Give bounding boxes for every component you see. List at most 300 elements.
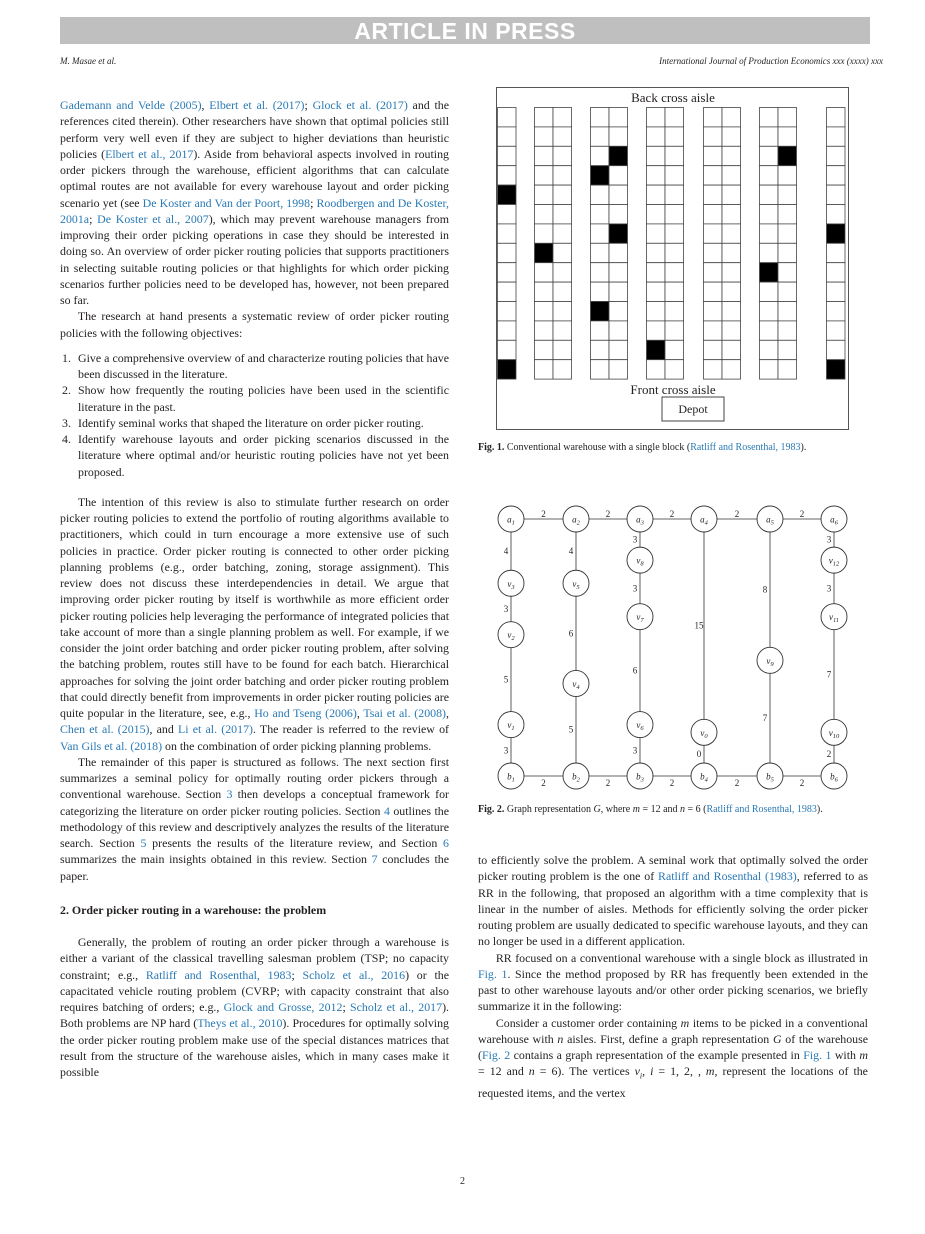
math-symbol: G	[772, 1031, 782, 1046]
storage-location	[760, 205, 779, 224]
storage-location	[609, 263, 628, 282]
storage-location	[665, 166, 684, 185]
citation-link[interactable]: De Koster and Van der Poort, 1998	[142, 195, 311, 210]
item-vertex-label: $v_{10}$	[828, 727, 840, 740]
storage-location	[722, 224, 741, 243]
storage-location	[722, 340, 741, 359]
item-vertex-label: $v_{12}$	[828, 555, 840, 568]
text-run: ). Procedures for optimally solving the order picker routing problem make use of the special distances matrices that result from the structure of the warehouse aisles, which in many cases make it possible	[60, 1016, 449, 1079]
objective-number: 2.	[62, 383, 71, 398]
storage-location	[760, 282, 779, 301]
storage-location	[591, 185, 610, 204]
storage-location	[553, 302, 572, 321]
storage-location	[778, 108, 797, 127]
edge-weight: 7	[762, 713, 768, 724]
citation-link[interactable]: Glock and Grosse, 2012	[223, 1000, 343, 1014]
storage-location	[647, 166, 666, 185]
storage-location	[827, 108, 846, 127]
paragraph-3	[60, 494, 449, 754]
figure-2-graph	[478, 500, 868, 794]
citation-link[interactable]: Glock et al. (2017)	[312, 98, 408, 112]
citation-link[interactable]: Roodbergen and De Koster, 2001a	[60, 195, 449, 226]
storage-location	[760, 166, 779, 185]
citation-link[interactable]: Ratliff and Rosenthal, 1983	[706, 804, 817, 815]
objective-text: Identify warehouse layouts and order picking scenarios discussed in the literature where optimal and/or heuristic routing policies have not yet been proposed.	[78, 432, 449, 479]
storage-location	[827, 360, 846, 379]
text-run: then develops a conceptual framework for categorizing the literature on order picker routing policies. Section	[60, 787, 449, 818]
storage-location	[827, 166, 846, 185]
text-run: ;	[291, 967, 303, 982]
item-vertex-label: $v_{11}$	[828, 612, 840, 625]
storage-location	[591, 146, 610, 165]
math-symbol: m	[680, 1015, 690, 1030]
storage-location	[827, 224, 846, 243]
citation-link[interactable]: Van Gils et al. (2018)	[60, 738, 163, 753]
storage-location	[778, 360, 797, 379]
storage-location	[498, 360, 517, 379]
item-vertex-label: $v_1$	[507, 720, 515, 733]
storage-location	[553, 360, 572, 379]
text-run: ). Both problems are NP hard (	[60, 1000, 450, 1031]
figure-1-warehouse	[496, 87, 849, 430]
storage-location	[535, 166, 554, 185]
storage-location	[665, 282, 684, 301]
storage-location	[535, 340, 554, 359]
objective-number: 1.	[62, 350, 71, 365]
paragraph-2: The research at hand presents a systematic review of order picker routing policies with the following objectives:	[60, 309, 449, 340]
storage-location	[535, 224, 554, 243]
storage-location	[722, 166, 741, 185]
storage-location	[591, 108, 610, 127]
objective-item	[60, 415, 449, 431]
storage-location	[647, 185, 666, 204]
citation-link[interactable]: Theys et al., 2010	[197, 1016, 283, 1031]
storage-location	[591, 263, 610, 282]
citation-link[interactable]: Ho and Tseng (2006)	[254, 706, 357, 720]
objective-text: Identify seminal works that shaped the literature on order picker routing.	[78, 415, 424, 430]
storage-location	[609, 360, 628, 379]
item-vertex-label: $v_5$	[572, 578, 580, 591]
citation-link[interactable]: De Koster et al., 2007	[97, 211, 209, 226]
item-vertex-label: $v_3$	[507, 578, 515, 591]
storage-location	[722, 360, 741, 379]
storage-location	[553, 282, 572, 301]
storage-location	[647, 146, 666, 165]
item-vertex-label: $v_0$	[700, 727, 708, 740]
text-run: ;	[304, 98, 313, 112]
text-run: = 12 and	[639, 804, 681, 815]
storage-location	[778, 166, 797, 185]
edge-weight: 2	[826, 749, 832, 760]
math-symbol: m	[632, 804, 640, 815]
storage-location	[778, 146, 797, 165]
front-aisle-vertex-label: $b_5$	[766, 771, 774, 784]
storage-location	[609, 205, 628, 224]
objective-item	[60, 382, 449, 415]
storage-location	[553, 340, 572, 359]
edge-weight: 3	[632, 583, 638, 594]
back-aisle-vertex-label: $a_3$	[636, 514, 644, 527]
storage-location	[827, 205, 846, 224]
storage-location	[609, 127, 628, 146]
paragraph-8	[478, 1015, 868, 1102]
storage-location	[535, 127, 554, 146]
math-symbol: m	[859, 1048, 868, 1062]
storage-location	[535, 205, 554, 224]
text-run: items to be picked in a conventional warehouse with	[478, 1015, 868, 1046]
storage-location	[665, 108, 684, 127]
text-run: outlines the methodology of this review and descriptively analyzes the results of the literature search. Section	[60, 803, 449, 850]
text-run: ;	[342, 1000, 351, 1014]
text-run: ), which may prevent warehouse managers from improving their order picking operations in case they should be interested in doing so. An overview of order picker routing policies that supports practitioners in selecting suitable routing policies or that highlights for which order picking scenarios further policies need to be developed has, however, not been prepared so far.	[60, 211, 449, 307]
storage-location	[498, 340, 517, 359]
storage-location	[827, 263, 846, 282]
storage-location	[553, 224, 572, 243]
citation-link[interactable]: 6	[443, 836, 449, 850]
storage-location	[498, 146, 517, 165]
article-in-press-banner: ARTICLE IN PRESS	[60, 17, 870, 44]
math-symbol: n	[680, 804, 686, 815]
storage-location	[535, 146, 554, 165]
storage-location	[498, 205, 517, 224]
citation-link[interactable]: Ratliff and Rosenthal, 1983	[145, 967, 292, 982]
storage-location	[553, 166, 572, 185]
edge-weight: 7	[826, 669, 832, 680]
storage-location	[704, 282, 723, 301]
figure-2-caption-label: Fig. 2.	[478, 804, 505, 815]
storage-location	[760, 360, 779, 379]
text-run: with	[831, 1048, 860, 1062]
objective-number: 4.	[62, 432, 71, 446]
section-heading: 2. Order picker routing in a warehouse: the problem	[60, 902, 327, 917]
storage-location	[591, 166, 610, 185]
storage-location	[704, 224, 723, 243]
figure-2-caption	[478, 803, 868, 818]
figure-2-caption-text	[507, 804, 823, 815]
storage-location	[827, 302, 846, 321]
text-run: ,	[642, 1064, 651, 1079]
storage-location	[704, 205, 723, 224]
storage-location	[760, 127, 779, 146]
edge-weight: 8	[762, 584, 768, 595]
storage-location	[591, 127, 610, 146]
storage-location	[535, 302, 554, 321]
storage-location	[722, 321, 741, 340]
text-run: = 1, 2, ,	[653, 1064, 706, 1079]
storage-location	[778, 185, 797, 204]
storage-location	[498, 302, 517, 321]
citation-link[interactable]: Fig. 1	[803, 1048, 832, 1062]
paragraph-1	[60, 97, 449, 308]
storage-location	[827, 321, 846, 340]
figure-1-caption-text: Conventional warehouse with a single block (	[506, 442, 691, 453]
citation-link[interactable]: Fig. 1	[478, 966, 508, 981]
storage-location	[591, 243, 610, 262]
storage-location	[827, 185, 846, 204]
paragraph-5	[60, 934, 449, 1080]
back-aisle-vertex-label: $a_5$	[766, 514, 774, 527]
storage-location	[704, 340, 723, 359]
edge-weight: 2	[799, 509, 805, 519]
citation-link[interactable]: Tsai et al. (2008)	[363, 706, 447, 720]
citation-link[interactable]: Gademann and Velde (2005)	[60, 98, 202, 112]
text-run: ,	[201, 98, 210, 112]
storage-location	[498, 321, 517, 340]
storage-location	[553, 108, 572, 127]
storage-location	[665, 302, 684, 321]
storage-location	[778, 224, 797, 243]
storage-location	[553, 321, 572, 340]
citation-link[interactable]: Scholz et al., 2016	[302, 967, 406, 982]
storage-location	[591, 282, 610, 301]
storage-location	[704, 185, 723, 204]
text-run: = 6). The vertices	[534, 1064, 635, 1079]
storage-location	[647, 340, 666, 359]
storage-location	[704, 166, 723, 185]
math-symbol: n	[528, 1064, 535, 1079]
storage-location	[553, 243, 572, 262]
storage-location	[778, 282, 797, 301]
storage-location	[498, 282, 517, 301]
storage-location	[553, 185, 572, 204]
back-aisle-vertex-label: $a_6$	[830, 514, 838, 527]
storage-location	[760, 146, 779, 165]
text-run: concludes the paper.	[60, 852, 449, 883]
storage-location	[591, 321, 610, 340]
text-run: , and	[149, 722, 179, 737]
storage-location	[778, 263, 797, 282]
storage-location	[535, 282, 554, 301]
storage-location	[591, 302, 610, 321]
item-vertex-label: $v_6$	[636, 720, 644, 733]
front-aisle-vertex-label: $b_3$	[636, 771, 644, 784]
storage-location	[609, 282, 628, 301]
item-vertex-label: $v_9$	[766, 655, 774, 668]
citation-link[interactable]: Scholz et al., 2017	[350, 1000, 443, 1014]
storage-location	[609, 340, 628, 359]
item-vertex-label: $v_2$	[507, 630, 515, 643]
citation-link[interactable]: Chen et al. (2015)	[60, 722, 150, 737]
edge-weight: 2	[734, 509, 740, 519]
depot-label: Depot	[678, 402, 708, 416]
storage-location	[665, 360, 684, 379]
text-run: The remainder of this paper is structured as follows. The next section first summarizes a seminal policy for optimally routing order pickers through a conventional warehouse. Section	[60, 754, 449, 802]
storage-location	[535, 185, 554, 204]
storage-location	[647, 108, 666, 127]
item-vertex-label: $v_7$	[636, 612, 644, 625]
edge-weight: 2	[541, 509, 546, 519]
storage-location	[665, 185, 684, 204]
storage-location	[722, 302, 741, 321]
storage-location	[535, 108, 554, 127]
storage-location	[704, 360, 723, 379]
edge-weight: 6	[632, 665, 638, 676]
storage-location	[722, 108, 741, 127]
storage-location	[778, 243, 797, 262]
storage-location	[722, 205, 741, 224]
storage-location	[722, 146, 741, 165]
storage-location	[665, 340, 684, 359]
edge-weight: 15	[694, 620, 704, 631]
storage-location	[498, 108, 517, 127]
paragraph-6	[478, 852, 868, 950]
figure-1-caption-link[interactable]: Ratliff and Rosenthal, 1983	[690, 442, 801, 453]
storage-location	[609, 224, 628, 243]
text-run: of the warehouse (	[478, 1031, 868, 1062]
storage-location	[665, 205, 684, 224]
edge-weight: 3	[503, 745, 509, 756]
citation-link[interactable]: 3	[226, 787, 233, 802]
math-symbol: i	[650, 1064, 654, 1079]
edge-weight: 2	[605, 509, 611, 519]
page-number: 2	[460, 1176, 465, 1187]
storage-location	[760, 263, 779, 282]
objective-item	[60, 350, 449, 383]
edge-weight: 2	[799, 778, 805, 788]
storage-location	[722, 185, 741, 204]
text-run: ;	[89, 211, 98, 226]
back-aisle-vertex-label: $a_1$	[507, 514, 515, 527]
citation-link[interactable]: Elbert et al., 2017	[105, 146, 194, 161]
paragraph-4	[60, 754, 449, 884]
storage-location	[665, 127, 684, 146]
storage-location	[498, 243, 517, 262]
storage-location	[665, 243, 684, 262]
left-column	[60, 97, 449, 1080]
storage-location	[535, 243, 554, 262]
storage-location	[778, 302, 797, 321]
citation-link[interactable]: Elbert et al. (2017)	[209, 98, 305, 112]
edge-weight: 0	[696, 749, 702, 760]
storage-location	[722, 127, 741, 146]
storage-location	[704, 127, 723, 146]
back-aisle-vertex-label: $a_4$	[700, 514, 708, 527]
warehouse-layout-svg	[497, 88, 850, 431]
storage-location	[647, 282, 666, 301]
storage-location	[827, 127, 846, 146]
front-aisle-vertex-label: $b_4$	[700, 771, 708, 784]
paragraph-7	[478, 950, 868, 1015]
storage-location	[609, 166, 628, 185]
objective-number: 3.	[62, 415, 71, 430]
edge-weight: 4	[568, 546, 574, 557]
storage-location	[704, 321, 723, 340]
text-run: ) or the capacitated vehicle routing problem (CVRP; with capacity constraint that also requires batching of orders; e.g.,	[60, 967, 449, 1014]
storage-location	[609, 185, 628, 204]
citation-link[interactable]: Ratliff and Rosenthal (1983)	[658, 869, 797, 884]
edge-weight: 2	[541, 778, 546, 788]
storage-location	[760, 224, 779, 243]
storage-location	[647, 127, 666, 146]
objective-text: Give a comprehensive overview of and characterize routing policies that have been discussed in the literature.	[78, 350, 449, 381]
storage-location	[647, 321, 666, 340]
edge-weight: 2	[734, 778, 740, 788]
text-run: ,	[356, 706, 364, 720]
storage-location	[553, 263, 572, 282]
figure-1-caption-end: ).	[800, 442, 807, 453]
storage-location	[498, 263, 517, 282]
edge-weight: 3	[503, 603, 509, 614]
storage-location	[647, 224, 666, 243]
storage-location	[647, 243, 666, 262]
figure-1-caption	[478, 441, 868, 456]
text-run: = 12 and	[478, 1064, 529, 1079]
storage-location	[778, 340, 797, 359]
storage-location	[665, 146, 684, 165]
back-aisle-vertex-label: $a_2$	[572, 514, 580, 527]
storage-location	[722, 282, 741, 301]
math-symbol: n	[557, 1031, 564, 1046]
citation-link[interactable]: 7	[371, 852, 378, 867]
front-aisle-vertex-label: $b_6$	[830, 771, 838, 784]
storage-location	[647, 360, 666, 379]
storage-location	[535, 360, 554, 379]
objective-text: Show how frequently the routing policies have been used in the scientific literature in the past.	[78, 383, 449, 414]
storage-location	[760, 340, 779, 359]
storage-location	[553, 127, 572, 146]
text-run: ;	[310, 195, 317, 210]
storage-location	[647, 263, 666, 282]
text-run: The intention of this review is also to stimulate further research on order picker routing policies to extend the portfolio of routing algorithms available to practitioners, which could in turn encourage a more extensive use of such policies in practice. Order picker routing is connected to other order picking planning problems (e.g., order batching, zoning, storage assignment). This review does not discuss these interdependencies in detail. We argue that improving order picker routing by itself is worthwhile as more efficient order picker routing policies help leveraging the performance of integrated policies that take account of more than a single planning problem as well. For example, if we consider the joint order batching and order picker routing problem, after solving the batching problem, routes still have to be found for each batch. Hierarchical approaches for solving the joint order batching and order picker routing problem that could directly benefit from improvements in order picker routing policies are quite popular in the literature, see, e.g.,	[60, 494, 449, 720]
citation-link[interactable]: Li et al. (2017)	[178, 722, 253, 737]
storage-location	[591, 360, 610, 379]
storage-location	[827, 282, 846, 301]
text-run: = 6 (	[685, 804, 707, 815]
storage-location	[535, 263, 554, 282]
graph-representation-svg	[478, 500, 868, 790]
edge-weight: 3	[632, 534, 638, 545]
edge-weight: 2	[669, 778, 675, 788]
citation-link[interactable]: 4	[383, 803, 390, 818]
edge-weight: 3	[826, 534, 832, 545]
item-vertex-label: $v_4$	[572, 678, 580, 691]
storage-location	[591, 205, 610, 224]
storage-location	[498, 185, 517, 204]
storage-location	[498, 127, 517, 146]
storage-location	[704, 146, 723, 165]
text-run: contains a graph representation of the example presented in	[510, 1048, 804, 1062]
front-aisle-vertex-label: $b_2$	[572, 771, 580, 784]
storage-location	[609, 108, 628, 127]
citation-link[interactable]: 5	[140, 836, 147, 850]
text-run: , referred to as RR in the following, that proposed an algorithm with a time complexity that is linear in the number of aisles. Methods for efficiently solving the order picker routing problem are usually dedicated to specific warehouse layouts, and they can no longer be used in a different application.	[478, 869, 868, 949]
edge-weight: 2	[669, 509, 675, 519]
storage-location	[609, 321, 628, 340]
storage-location	[760, 302, 779, 321]
back-cross-aisle-label: Back cross aisle	[631, 90, 715, 105]
storage-location	[827, 243, 846, 262]
storage-location	[553, 146, 572, 165]
storage-location	[647, 302, 666, 321]
storage-location	[704, 243, 723, 262]
text-run: presents the results of the literature review, and Section	[146, 836, 444, 850]
storage-location	[553, 205, 572, 224]
math-symbol: v	[634, 1064, 640, 1079]
text-run: Consider a customer order containing	[495, 1015, 681, 1030]
running-head-journal: International Journal of Production Economics xxx (xxxx) xxx	[659, 56, 883, 66]
text-run: ). Aside from behavioral aspects involved in routing order pickers through the warehouse, efficient algorithms that can calculate optimal routes are not available for every warehouse layout and order picking scenario yet (see	[60, 146, 449, 210]
edge-weight: 3	[632, 745, 638, 756]
edge-weight: 4	[503, 546, 509, 557]
storage-location	[778, 205, 797, 224]
text-run: Generally, the problem of routing an order picker through a warehouse is either a variant of the classical travelling salesman problem (TSP; no capacity constraint; e.g.,	[60, 935, 449, 982]
edge-weight: 5	[503, 674, 509, 685]
text-run: , where	[600, 804, 633, 815]
text-run: Graph representation	[506, 804, 594, 815]
citation-link[interactable]: Fig. 2	[481, 1048, 511, 1062]
text-run: , represent the locations of the requested items, and the vertex	[478, 1064, 868, 1100]
front-cross-aisle-label: Front cross aisle	[630, 382, 716, 397]
